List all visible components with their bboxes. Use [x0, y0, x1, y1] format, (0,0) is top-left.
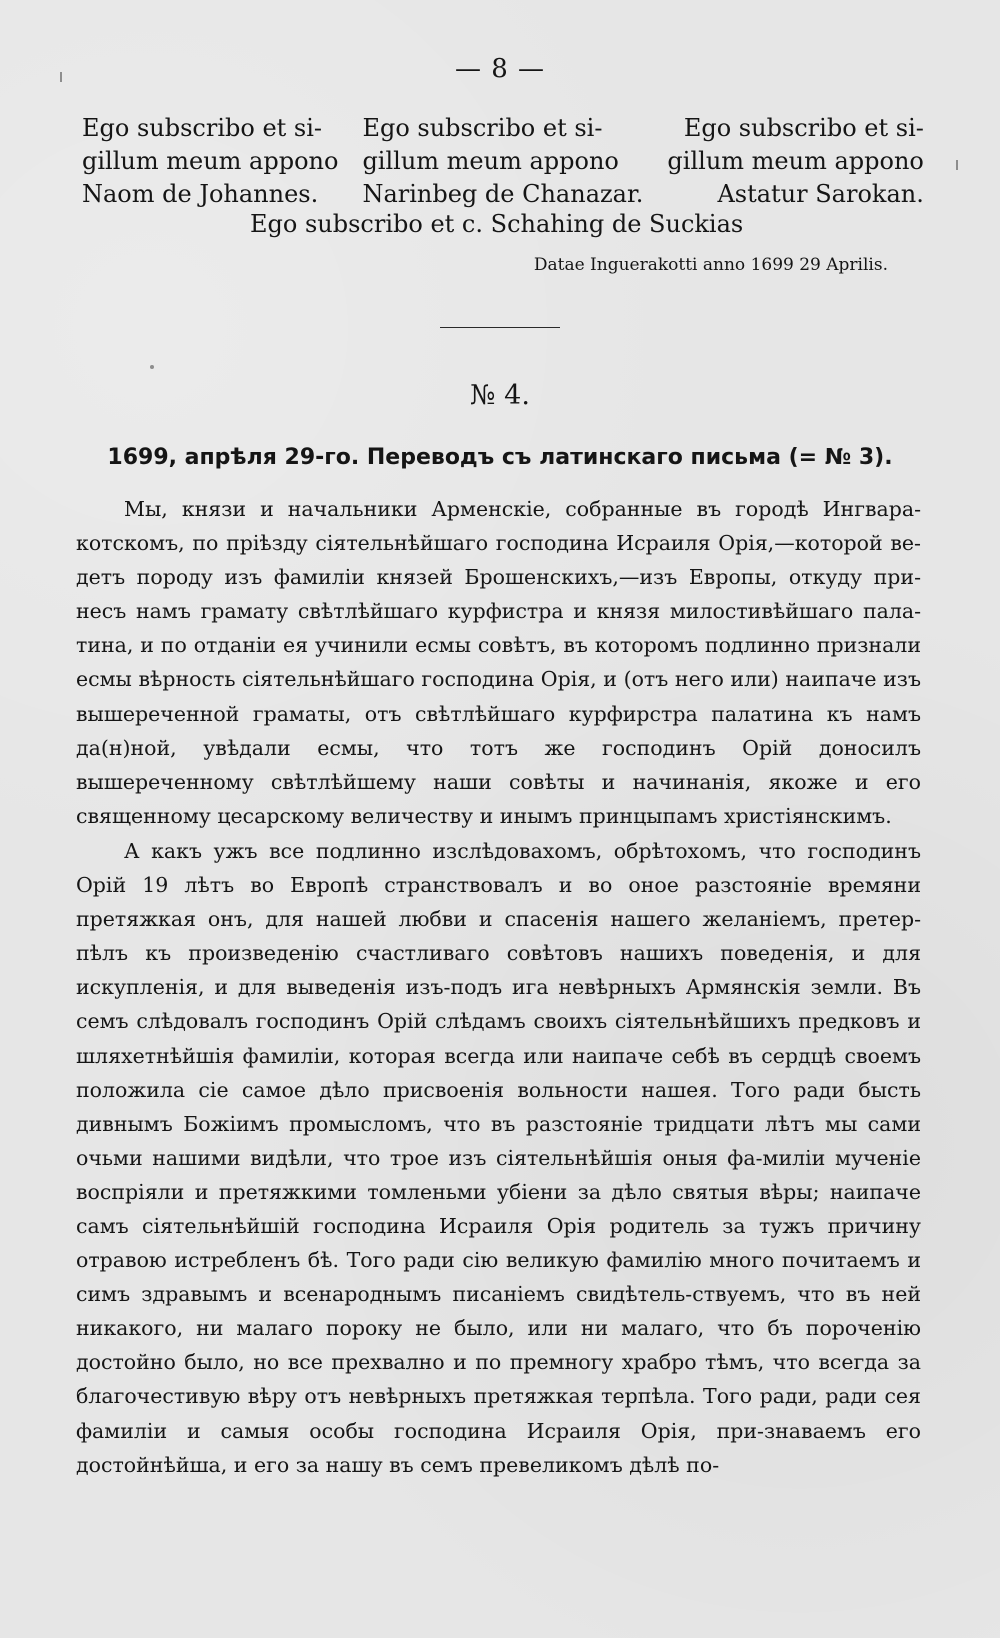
margin-mark-left	[60, 72, 62, 82]
signature-column-2	[362, 112, 643, 211]
signature-date: Datae Inguerakotti anno 1699 29 Aprilis.	[533, 255, 888, 275]
signature-line: gillum meum appono	[667, 147, 924, 175]
signature-block	[82, 112, 924, 211]
signature-line: Astatur Sarokan.	[717, 180, 924, 208]
page-number: — 8 —	[454, 54, 546, 84]
signature-extra-line: Ego subscribo et c. Schahing de Suckias	[250, 210, 744, 238]
document-number: № 4.	[470, 380, 530, 411]
signature-line: gillum meum appono	[82, 147, 339, 175]
signature-line: Ego subscribo et si-	[683, 114, 924, 142]
signature-line: gillum meum appono	[362, 147, 619, 175]
margin-mark-small	[150, 365, 154, 369]
signature-line: Ego subscribo et si-	[82, 114, 323, 142]
signature-column-1	[82, 112, 338, 211]
signature-column-3	[667, 112, 923, 211]
margin-mark-right	[956, 160, 958, 170]
section-divider	[440, 327, 560, 328]
signature-line: Narinbeg de Chanazar.	[362, 180, 644, 208]
signature-line: Naom de Johannes.	[82, 180, 319, 208]
document-body	[76, 492, 921, 1482]
document-heading: 1699, апрѣля 29-го. Переводъ съ латинскаго письма (= № 3).	[107, 445, 893, 470]
body-paragraph-1: Мы, князи и начальники Арменскіе, собранные въ городѣ Ингвара-котскомъ, по пріѣзду сіятельнѣйшаго господина Исраиля Орія,—которой ве-детъ породу изъ фамиліи князей Брошенскихъ,—изъ Европы, откуду при-несъ намъ грамату свѣтлѣйшаго курфистра и князя милостивѣйшаго пала-тина, и по отданіи ея учинили есмы совѣтъ, въ которомъ подлинно признали есмы вѣрность сіятельнѣйшаго господина Орія, и (отъ него или) наипаче изъ вышереченной граматы, отъ свѣтлѣйшаго курфирстра палатина къ намъ да(н)ной, увѣдали есмы, что тотъ же господинъ Орій доносилъ вышереченному свѣтлѣйшему наши совѣты и начинанія, якоже и его священному цесарскому величеству и инымъ принцыпамъ христіянскимъ.	[76, 497, 921, 828]
signature-line: Ego subscribo et si-	[362, 114, 603, 142]
body-paragraph-2: А какъ ужъ все подлинно изслѣдовахомъ, обрѣтохомъ, что господинъ Орій 19 лѣтъ во Европѣ странствовалъ и во оное разстояніе времяни претяжкая онъ, для нашей любви и спасенія нашего желаніемъ, претер-пѣлъ къ произведенію счастливаго совѣтовъ нашихъ поведенія, и для искупленія, и для выведенія изъ-подъ ига невѣрныхъ Армянскія земли. Въ семъ слѣдовалъ господинъ Орій слѣдамъ своихъ сіятельнѣйшихъ предковъ и шляхетнѣйшія фамиліи, которая всегда или наипаче себѣ въ сердцѣ своемъ положила сіе самое дѣло присвоенія вольности нашея. Того ради бысть дивнымъ Божіимъ промысломъ, что въ разстояніе тридцати лѣтъ мы сами очьми нашими видѣли, что трое изъ сіятельнѣйшія оныя фа-миліи мученіе воспріяли и претяжкими томленьми убіени за дѣло святыя вѣры; наипаче самъ сіятельнѣйшій господина Исраиля Орія родитель за тужъ причину отравою истребленъ бѣ. Того ради сію великую фамилію много почитаемъ и симъ здравымъ и всенароднымъ писаніемъ свидѣтель-ствуемъ, что въ ней никакого, ни малаго пороку не было, или ни малаго, что бъ пороченію достойно было, но все прехвално и по премногу храбро тѣмъ, что всегда за благочестивую вѣру отъ невѣрныхъ претяжкая терпѣла. Того ради, ради сея фамиліи и самыя особы господина Исраиля Орія, при-знаваемъ его достойнѣйша, и его за нашу въ семъ превеликомъ дѣлѣ по-	[76, 838, 921, 1477]
